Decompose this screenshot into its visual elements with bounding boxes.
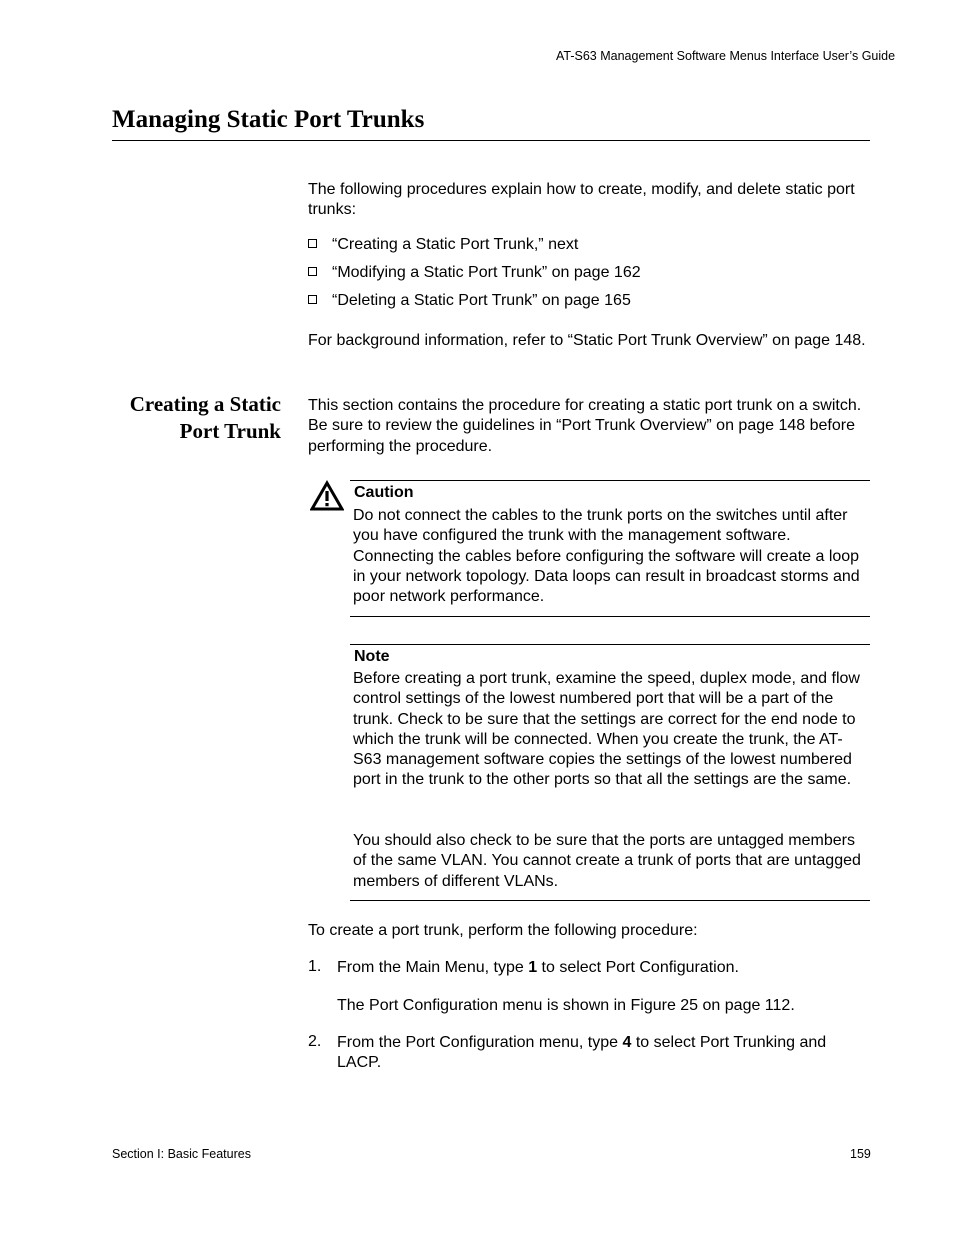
- page-title: Managing Static Port Trunks: [112, 106, 425, 133]
- note-paragraph: You should also check to be sure that the ports are untagged members of the same VLAN. You cannot create a trunk of ports that are untagged members of different VLANs.: [353, 832, 861, 890]
- page-number: 159: [850, 1147, 871, 1161]
- step-text: [337, 958, 872, 978]
- bullet-text: “Creating a Static Port Trunk,” next: [332, 236, 579, 253]
- background-paragraph: For background information, refer to “Static Port Trunk Overview” on page 148.: [308, 332, 866, 349]
- step-text-after: to select Port Configuration.: [537, 959, 739, 976]
- step-key: 1: [528, 959, 538, 976]
- procedure-intro: To create a port trunk, perform the following procedure:: [308, 922, 698, 939]
- title-rule: [112, 140, 870, 141]
- running-header: AT-S63 Management Software Menus Interface User’s Guide: [556, 49, 896, 63]
- section-intro-paragraph: This section contains the procedure for creating a static port trunk on a switch. Be sure to review the guidelines in “Port Trunk Overview” on page 148 before performing the procedure.: [308, 397, 862, 455]
- step-text: [337, 1033, 872, 1074]
- step-key: 4: [622, 1034, 632, 1051]
- note-top-rule: [350, 644, 870, 645]
- bullet-text: “Deleting a Static Port Trunk” on page 165: [332, 292, 631, 309]
- caution-body: Do not connect the cables to the trunk ports on the switches until after you have configured the trunk with the management software. Connecting the cables before configuring the software will create a loop in your network topology. Data loops can result in broadcast storms and poor network performance.: [353, 507, 860, 606]
- step-text-after: to select Port Trunking and LACP.: [337, 1034, 827, 1072]
- checkbox-bullet-icon: [308, 295, 317, 304]
- caution-label: Caution: [354, 484, 414, 501]
- checkbox-bullet-icon: [308, 239, 317, 248]
- section-heading-line-1: Creating a Static: [129, 392, 281, 416]
- step-number: 2.: [308, 1033, 322, 1050]
- section-heading-line-2: Port Trunk: [179, 419, 281, 443]
- section-heading: [100, 391, 281, 445]
- step-number: 1.: [308, 958, 322, 975]
- bullet-item: [308, 236, 578, 254]
- warning-triangle-icon: [310, 480, 344, 512]
- note-paragraph: Before creating a port trunk, examine the speed, duplex mode, and flow control settings of the lowest numbered port that will be a part of the trunk. Check to be sure that the settings are correct for the end node to which the trunk will be connected. When you create the trunk, the AT-S63 management software copies the settings of the lowest numbered port in the trunk to the other ports so that all the settings are the same.: [353, 670, 860, 789]
- step-result: The Port Configuration menu is shown in Figure 25 on page 112.: [337, 997, 795, 1014]
- checkbox-bullet-icon: [308, 267, 317, 276]
- step-text-before: From the Main Menu, type: [337, 959, 529, 976]
- step-text-before: From the Port Configuration menu, type: [337, 1034, 623, 1051]
- footer-section: Section I: Basic Features: [112, 1147, 251, 1161]
- bullet-item: [308, 292, 631, 310]
- caution-top-rule: [350, 480, 870, 481]
- note-label: Note: [354, 648, 390, 665]
- bullet-item: [308, 264, 641, 282]
- bullet-text: “Modifying a Static Port Trunk” on page 162: [332, 264, 641, 281]
- intro-paragraph: The following procedures explain how to create, modify, and delete static port trunks:: [308, 181, 855, 219]
- caution-bottom-rule: [350, 616, 870, 617]
- note-bottom-rule: [350, 900, 870, 901]
